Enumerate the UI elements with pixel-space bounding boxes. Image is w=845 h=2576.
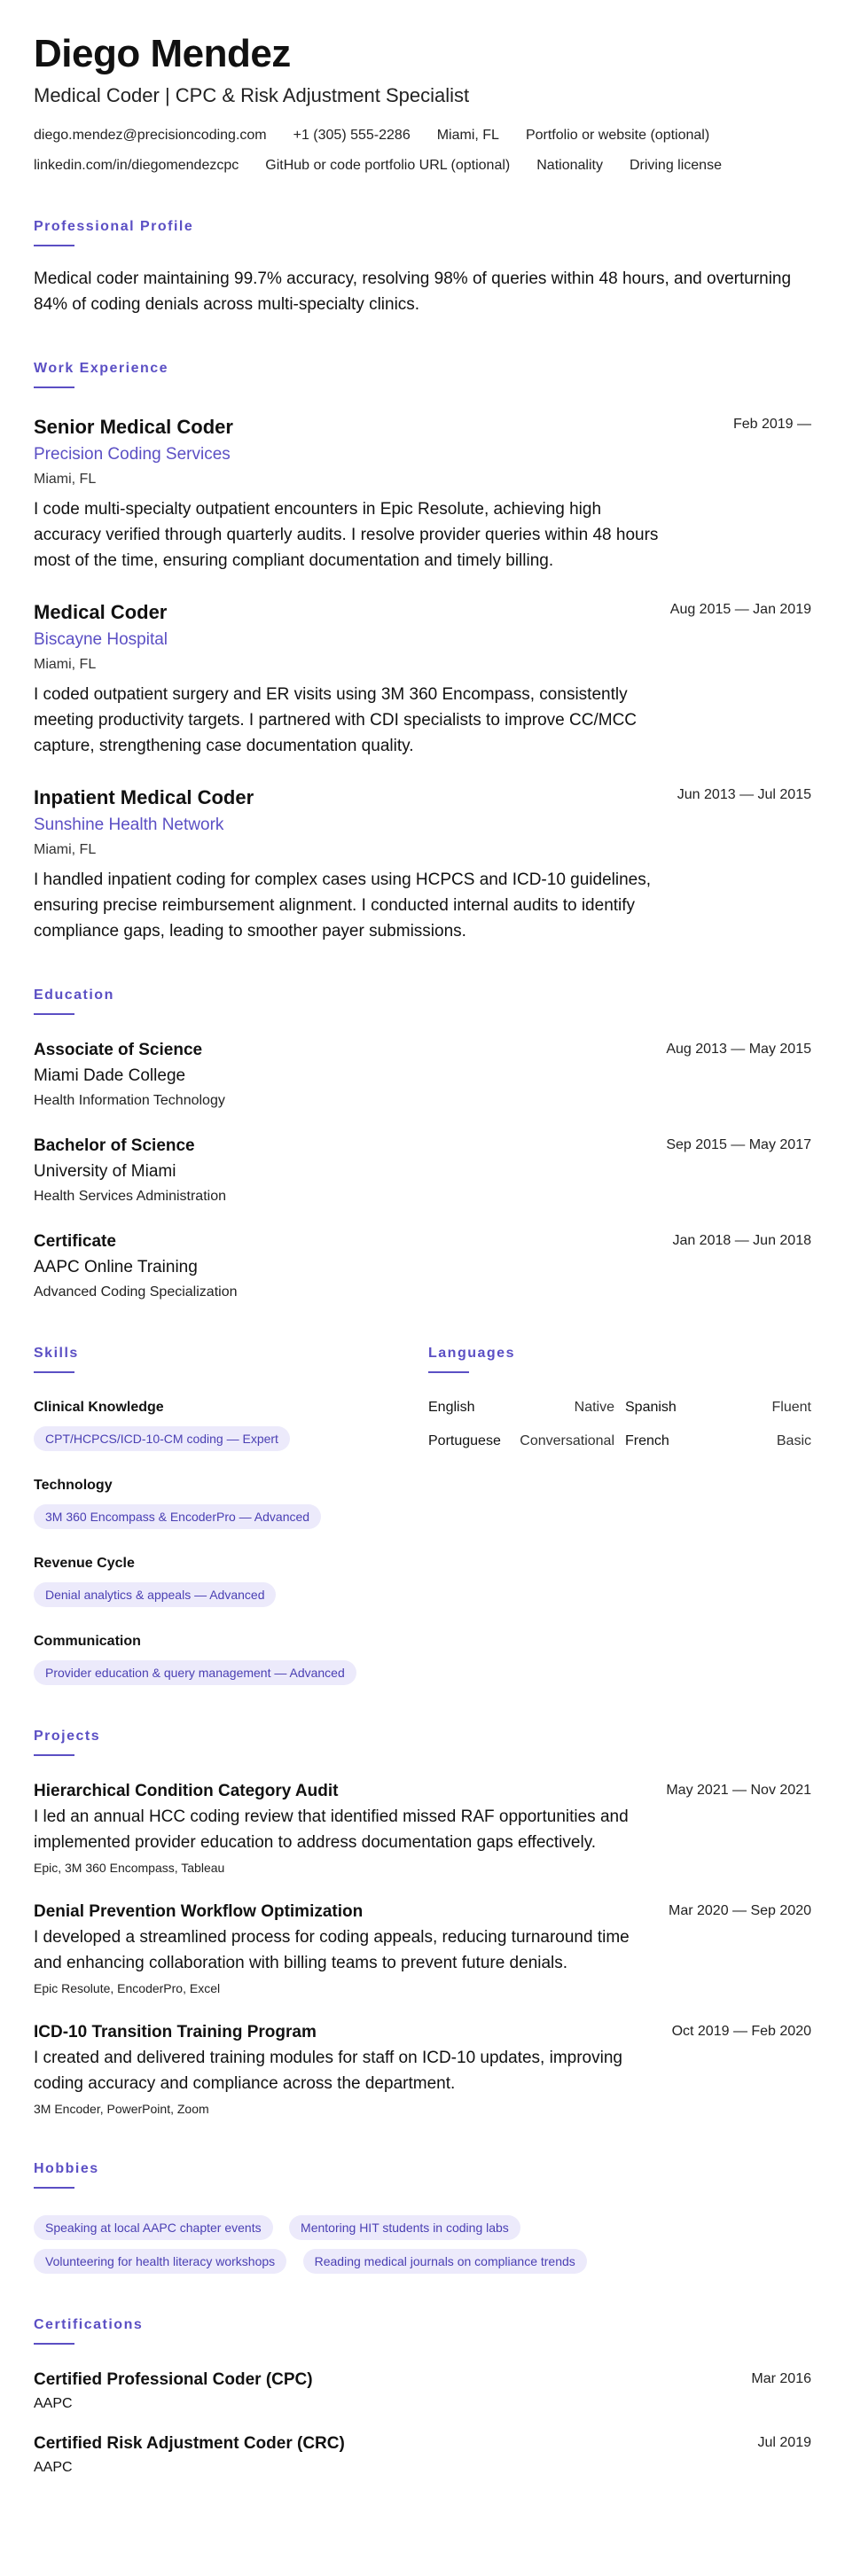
education-item <box>34 1231 811 1302</box>
languages-section <box>428 1345 811 1685</box>
section-title-certifications: Certifications <box>34 2317 144 2332</box>
project-description: I created and delivered training modules for staff on ICD-10 updates, improving coding accuracy and compliance across the department. <box>34 2049 622 2093</box>
section-divider <box>34 2343 74 2345</box>
skill-group <box>34 1632 428 1685</box>
education-field: Advanced Coding Specialization <box>34 1284 238 1300</box>
education-dates: Aug 2013 — May 2015 <box>666 1042 811 1057</box>
experience-company: Sunshine Health Network <box>34 816 224 834</box>
education-dates: Jan 2018 — Jun 2018 <box>672 1233 811 1248</box>
section-divider <box>34 1754 74 1756</box>
education-degree: Associate of Science <box>34 1041 203 1059</box>
hobbies-list <box>34 2206 672 2274</box>
education-school: Miami Dade College <box>34 1066 186 1085</box>
language-level: Conversational <box>520 1433 614 1448</box>
certification-date: Jul 2019 <box>757 2435 811 2450</box>
contact-phone[interactable]: +1 (305) 555-2286 <box>293 128 411 143</box>
experience-company: Precision Coding Services <box>34 445 231 464</box>
hobby-pill: Volunteering for health literacy workshops <box>34 2249 286 2274</box>
contact-nationality: Nationality <box>536 158 603 173</box>
languages-list <box>428 1398 811 1451</box>
contact-row-secondary <box>34 156 811 176</box>
language-item <box>428 1432 614 1451</box>
contact-driving-license: Driving license <box>629 158 722 173</box>
contact-location: Miami, FL <box>436 128 499 143</box>
contact-row-primary <box>34 126 811 145</box>
skill-pill: Denial analytics & appeals — Advanced <box>34 1582 276 1607</box>
certification-issuer: AAPC <box>34 2460 73 2475</box>
section-title-hobbies: Hobbies <box>34 2161 99 2176</box>
project-tools: Epic Resolute, EncoderPro, Excel <box>34 1981 221 1995</box>
project-dates: Mar 2020 — Sep 2020 <box>669 1903 811 1918</box>
language-name: Spanish <box>625 1400 677 1415</box>
language-level: Fluent <box>771 1400 811 1415</box>
skill-group-name: Revenue Cycle <box>34 1556 135 1571</box>
education-field: Health Services Administration <box>34 1189 226 1204</box>
experience-description: I handled inpatient coding for complex cases using HCPCS and ICD-10 guidelines, ensuring precise reimbursement alignment. I conducted internal audits to identify compliance gaps, leading to smoother payer submissions. <box>34 870 652 941</box>
language-item <box>428 1398 614 1417</box>
experience-title: Senior Medical Coder <box>34 416 233 438</box>
skill-group <box>34 1476 428 1529</box>
language-item <box>625 1398 811 1417</box>
skill-group-name: Communication <box>34 1634 141 1649</box>
section-divider <box>34 1013 74 1015</box>
resume-header <box>34 32 811 176</box>
experience-dates: Aug 2015 — Jan 2019 <box>669 602 811 617</box>
education-item <box>34 1136 811 1206</box>
skill-pill: 3M 360 Encompass & EncoderPro — Advanced <box>34 1504 321 1529</box>
education-school: AAPC Online Training <box>34 1258 198 1276</box>
skill-pill: Provider education & query management — Advanced <box>34 1660 356 1685</box>
section-divider <box>34 245 74 246</box>
experience-title: Inpatient Medical Coder <box>34 786 254 808</box>
certification-name: Certified Professional Coder (CPC) <box>34 2370 313 2389</box>
certification-date: Mar 2016 <box>751 2371 811 2386</box>
education-school: University of Miami <box>34 1162 176 1181</box>
project-title: ICD-10 Transition Training Program <box>34 2023 317 2041</box>
project-item <box>34 1781 811 1877</box>
project-description: I developed a streamlined process for coding appeals, reducing turnaround time and enhancing collaboration with billing teams to prevent future denials. <box>34 1928 630 1972</box>
experience-location: Miami, FL <box>34 842 97 857</box>
section-title-education: Education <box>34 987 114 1003</box>
education-section <box>34 987 811 1302</box>
project-item <box>34 1901 811 1997</box>
project-item <box>34 2022 811 2118</box>
section-title-profile: Professional Profile <box>34 219 194 234</box>
project-dates: May 2021 — Nov 2021 <box>666 1783 811 1798</box>
certification-item <box>34 2433 811 2478</box>
language-name: Portuguese <box>428 1433 501 1448</box>
certification-item <box>34 2369 811 2414</box>
section-divider <box>428 1371 469 1373</box>
experience-section <box>34 360 811 944</box>
language-item <box>625 1432 811 1451</box>
section-divider <box>34 2187 74 2189</box>
skill-group <box>34 1554 428 1607</box>
profile-section <box>34 218 811 317</box>
experience-location: Miami, FL <box>34 657 97 672</box>
hobbies-section <box>34 2160 811 2274</box>
contact-website[interactable]: Portfolio or website (optional) <box>525 128 710 143</box>
language-level: Native <box>574 1400 614 1415</box>
project-title: Denial Prevention Workflow Optimization <box>34 1902 364 1921</box>
experience-item <box>34 415 811 574</box>
section-title-projects: Projects <box>34 1729 101 1744</box>
education-dates: Sep 2015 — May 2017 <box>666 1137 811 1152</box>
experience-company: Biscayne Hospital <box>34 630 168 649</box>
contact-linkedin[interactable]: linkedin.com/in/diegomendezcpc <box>34 158 239 173</box>
candidate-headline: Medical Coder | CPC & Risk Adjustment Specialist <box>34 84 470 106</box>
project-title: Hierarchical Condition Category Audit <box>34 1782 339 1800</box>
experience-title: Medical Coder <box>34 601 168 623</box>
experience-description: I code multi-specialty outpatient encounters in Epic Resolute, achieving high accuracy verified through quarterly audits. I resolve provider queries within 48 hours most of the time, ensuring compliant documentation and timely billing. <box>34 500 659 570</box>
education-degree: Bachelor of Science <box>34 1136 195 1155</box>
education-field: Health Information Technology <box>34 1093 225 1108</box>
profile-summary: Medical coder maintaining 99.7% accuracy, resolving 98% of queries within 48 hours, and overturning 84% of coding denials across multi-specialty clinics. <box>34 269 792 314</box>
hobby-pill: Mentoring HIT students in coding labs <box>289 2215 520 2240</box>
section-divider <box>34 386 74 388</box>
education-item <box>34 1040 811 1111</box>
project-tools: Epic, 3M 360 Encompass, Tableau <box>34 1861 225 1875</box>
skill-group-name: Clinical Knowledge <box>34 1400 164 1415</box>
skill-group-name: Technology <box>34 1478 113 1493</box>
language-level: Basic <box>776 1433 811 1448</box>
projects-section <box>34 1728 811 2118</box>
skill-pill: CPT/HCPCS/ICD-10-CM coding — Expert <box>34 1426 290 1451</box>
contact-github[interactable]: GitHub or code portfolio URL (optional) <box>265 158 511 173</box>
experience-description: I coded outpatient surgery and ER visits using 3M 360 Encompass, consistently meeting productivity targets. I partnered with CDI specialists to improve CC/MCC capture, strengthening case documentation quality. <box>34 685 638 755</box>
language-name: French <box>625 1433 669 1448</box>
hobby-pill: Reading medical journals on compliance trends <box>303 2249 587 2274</box>
certification-name: Certified Risk Adjustment Coder (CRC) <box>34 2434 345 2453</box>
hobby-pill: Speaking at local AAPC chapter events <box>34 2215 273 2240</box>
skills-section <box>34 1345 428 1685</box>
experience-item <box>34 600 811 759</box>
certifications-section <box>34 2316 811 2478</box>
section-title-experience: Work Experience <box>34 361 169 376</box>
experience-location: Miami, FL <box>34 472 97 487</box>
project-description: I led an annual HCC coding review that identified missed RAF opportunities and implemented provider education to address documentation gaps effectively. <box>34 1807 629 1852</box>
candidate-name: Diego Mendez <box>34 32 291 75</box>
skills-languages-row <box>34 1345 811 1685</box>
experience-dates: Jun 2013 — Jul 2015 <box>677 787 811 802</box>
experience-dates: Feb 2019 — <box>732 417 811 432</box>
project-tools: 3M Encoder, PowerPoint, Zoom <box>34 2102 209 2116</box>
certification-issuer: AAPC <box>34 2396 73 2411</box>
experience-item <box>34 785 811 944</box>
contact-email[interactable]: diego.mendez@precisioncoding.com <box>34 128 267 143</box>
section-title-languages: Languages <box>428 1346 515 1361</box>
section-title-skills: Skills <box>34 1346 79 1361</box>
language-name: English <box>428 1400 475 1415</box>
skill-group <box>34 1398 428 1451</box>
section-divider <box>34 1371 74 1373</box>
education-degree: Certificate <box>34 1232 116 1251</box>
project-dates: Oct 2019 — Feb 2020 <box>671 2024 811 2039</box>
